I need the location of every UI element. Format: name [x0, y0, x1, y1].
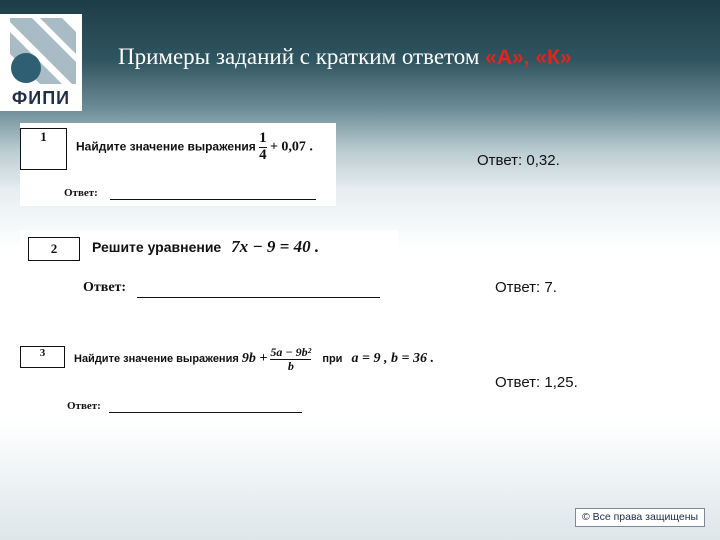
expression-rest: + 0,07 .	[269, 139, 313, 155]
task-number-box	[28, 237, 80, 261]
question-text: Найдите значение выражения	[76, 139, 256, 154]
fraction	[259, 131, 267, 164]
task-card-3	[20, 344, 474, 420]
task-question	[76, 131, 313, 164]
answer-3: Ответ: 1,25.	[495, 374, 578, 391]
task-number: 1	[40, 129, 47, 144]
copyright-badge: © Все права защищены	[575, 508, 705, 527]
fipi-logo	[0, 14, 82, 111]
answer-line[interactable]	[110, 186, 316, 200]
fraction-denominator: b	[287, 358, 294, 373]
answer-label: Ответ:	[83, 280, 127, 295]
slide-title	[118, 44, 572, 70]
fipi-logo-mark	[10, 18, 76, 84]
condition: a = 9 , b = 36 .	[351, 351, 434, 366]
title-text: Примеры заданий с кратким ответом	[118, 44, 480, 69]
answer-1: Ответ: 0,32.	[477, 152, 560, 169]
answer-2: Ответ: 7.	[495, 279, 557, 296]
task-number-box	[20, 346, 65, 368]
question-text: Найдите значение выражения	[74, 353, 239, 365]
expression-lead: 9b +	[241, 351, 268, 366]
fraction	[270, 346, 311, 372]
condition-word: при	[322, 353, 343, 365]
answer-line[interactable]	[109, 400, 302, 413]
task-number-box	[20, 128, 67, 170]
answer-label: Ответ:	[67, 400, 101, 412]
fraction-denominator: 4	[259, 146, 267, 163]
task-number: 2	[50, 241, 58, 256]
task-card-2	[20, 230, 398, 306]
task-question	[92, 237, 319, 257]
answer-label: Ответ:	[64, 187, 98, 199]
question-text: Решите уравнение	[92, 239, 222, 255]
answer-line[interactable]	[137, 282, 380, 298]
fraction-numerator: 5a − 9b²	[270, 345, 312, 359]
logo-text: ФИПИ	[11, 88, 71, 108]
task-question	[74, 346, 434, 372]
task-number: 3	[39, 347, 46, 359]
task-card-1	[20, 123, 336, 206]
title-accent: «А», «К»	[485, 46, 572, 69]
equation: 7x − 9 = 40 .	[231, 237, 320, 256]
fraction-numerator: 1	[259, 130, 267, 146]
